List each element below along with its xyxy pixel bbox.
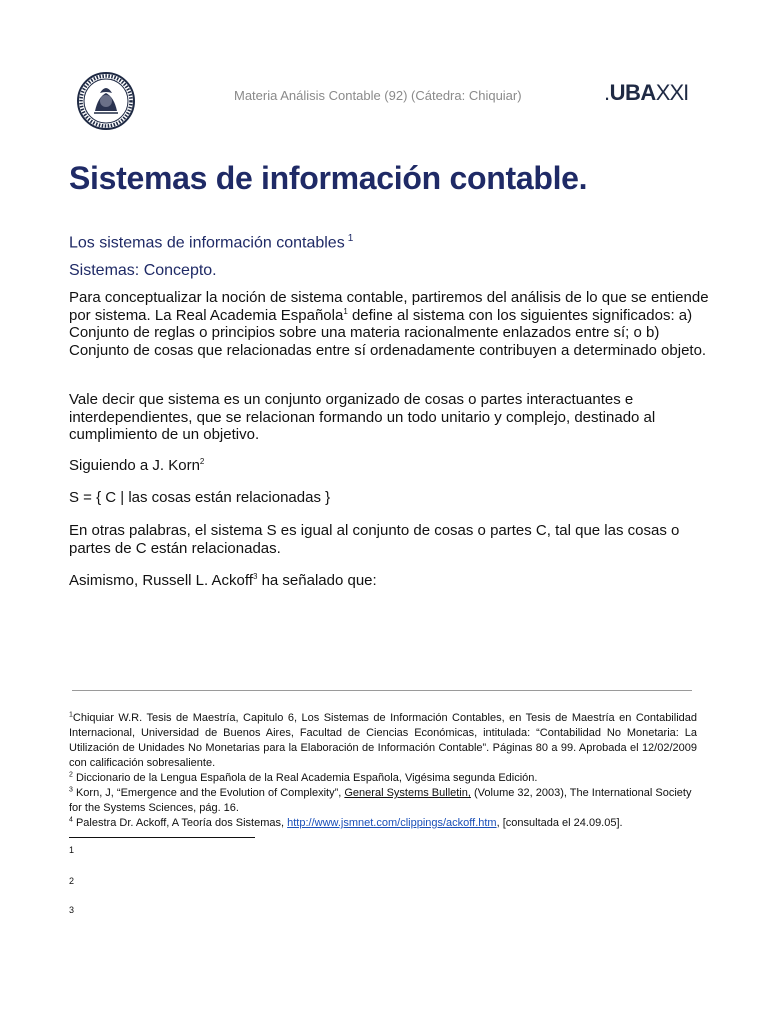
footnote-2-text: Diccionario de la Lengua Española de la Real Academia Española, Vigésima segunda Edición. (72, 772, 538, 784)
paragraph-ackoff-part-b: ha señalado que: (257, 572, 377, 589)
footnote-4-link[interactable]: http://www.jsmnet.com/clippings/ackoff.htm (287, 817, 497, 829)
endnote-rule (69, 837, 255, 838)
endnote-number-3: 3 (69, 905, 75, 915)
endnote-number-1: 1 (69, 845, 75, 855)
paragraph-system-definition (69, 289, 709, 359)
paragraph-ackoff (69, 572, 709, 590)
footnote-ref-2[interactable]: 2 (199, 457, 205, 466)
footnote-3-journal: General Systems Bulletin, (344, 787, 471, 799)
footnote-3 (69, 786, 697, 816)
document-title: Sistemas de información contable. (69, 160, 588, 196)
paragraph-ackoff-part-a: Asimismo, Russell L. Ackoff (69, 572, 253, 589)
paragraph-1-part-b: define al sistema con los siguientes significados: a) Conjunto de reglas o principios sobre una materia racionalmente enlazados entre sí; o b) Conjunto de cosas que relacionadas entre sí ordenadamente contribuyen a determinado objeto. (69, 306, 707, 359)
logo-dot: . (604, 80, 610, 105)
paragraph-other-words: En otras palabras, el sistema S es igual al conjunto de cosas o partes C, tal que las cosas o partes de C están relacionadas. (69, 522, 680, 557)
paragraph-korn (69, 457, 709, 475)
footnote-4 (69, 816, 697, 831)
paragraph-1-part-a: Para conceptualizar la noción de sistema contable, partiremos del análisis de lo que se entiende por sistema. La Real Academia Española (69, 289, 709, 324)
paragraph-korn-text: Siguiendo a J. Korn (69, 457, 200, 474)
endnote-number-2: 2 (69, 876, 75, 886)
footnote-3-text-b: (Volume 32, 2003), The International Society for the Systems Sciences, pág. 16. (69, 787, 692, 814)
footnote-4-marker: 4 (69, 816, 73, 824)
footnote-4-text-a: Palestra Dr. Ackoff, A Teoría dos Sistemas, (72, 817, 288, 829)
system-formula: S = { C | las cosas están relacionadas } (69, 489, 331, 506)
concept-subheading: Sistemas: Concepto. (69, 262, 217, 279)
course-subject: Materia Análisis Contable (92) (Cátedra: Chiquiar) (234, 88, 522, 103)
paragraph-system-explanation: Vale decir que sistema es un conjunto organizado de cosas o partes interactuantes e interdependientes, que se relacionan formando un todo unitario y complejo, destinado al cumplimiento de un objetivo. (69, 391, 656, 443)
footnote-3-text-a: Korn, J, “Emergence and the Evolution of Complexity”, (72, 787, 345, 799)
uba-xxi-logo (604, 80, 688, 106)
footnote-2-marker: 2 (69, 771, 73, 779)
footnotes (69, 711, 697, 831)
footnote-3-marker: 3 (69, 786, 73, 794)
section-heading (69, 233, 353, 252)
footnote-4-text-b: , [consultada el 24.09.05]. (496, 817, 623, 829)
logo-uba: UBA (609, 80, 656, 105)
footnote-ref-1[interactable]: 1 (343, 306, 348, 316)
section-heading-text: Los sistemas de información contables (69, 234, 345, 252)
section-heading-footnote-ref[interactable]: 1 (347, 233, 354, 244)
footnote-ref-3[interactable]: 3 (252, 572, 258, 581)
footnote-2 (69, 771, 697, 786)
footnote-1-text: Chiquiar W.R. Tesis de Maestría, Capitulo 6, Los Sistemas de Información Contables, en Tesis de Maestría en Contabilidad Internacional, Universidad de Buenos Aires, Facultad de Ciencias Económicas, intitulada: “Contabilidad No Monetaria: La Utilización de Unidades No Monetarias para la Elaboración de Información Contable”. Páginas 80 a 99. Aprobada el 12/02/2009 con calificación sobresaliente. (69, 712, 697, 769)
logo-xxi: XXI (655, 80, 689, 105)
footnote-separator (72, 690, 692, 691)
university-seal-icon (76, 71, 136, 131)
page-header (0, 62, 768, 134)
footnote-1-marker: 1 (69, 711, 73, 719)
footnote-1 (69, 711, 697, 771)
